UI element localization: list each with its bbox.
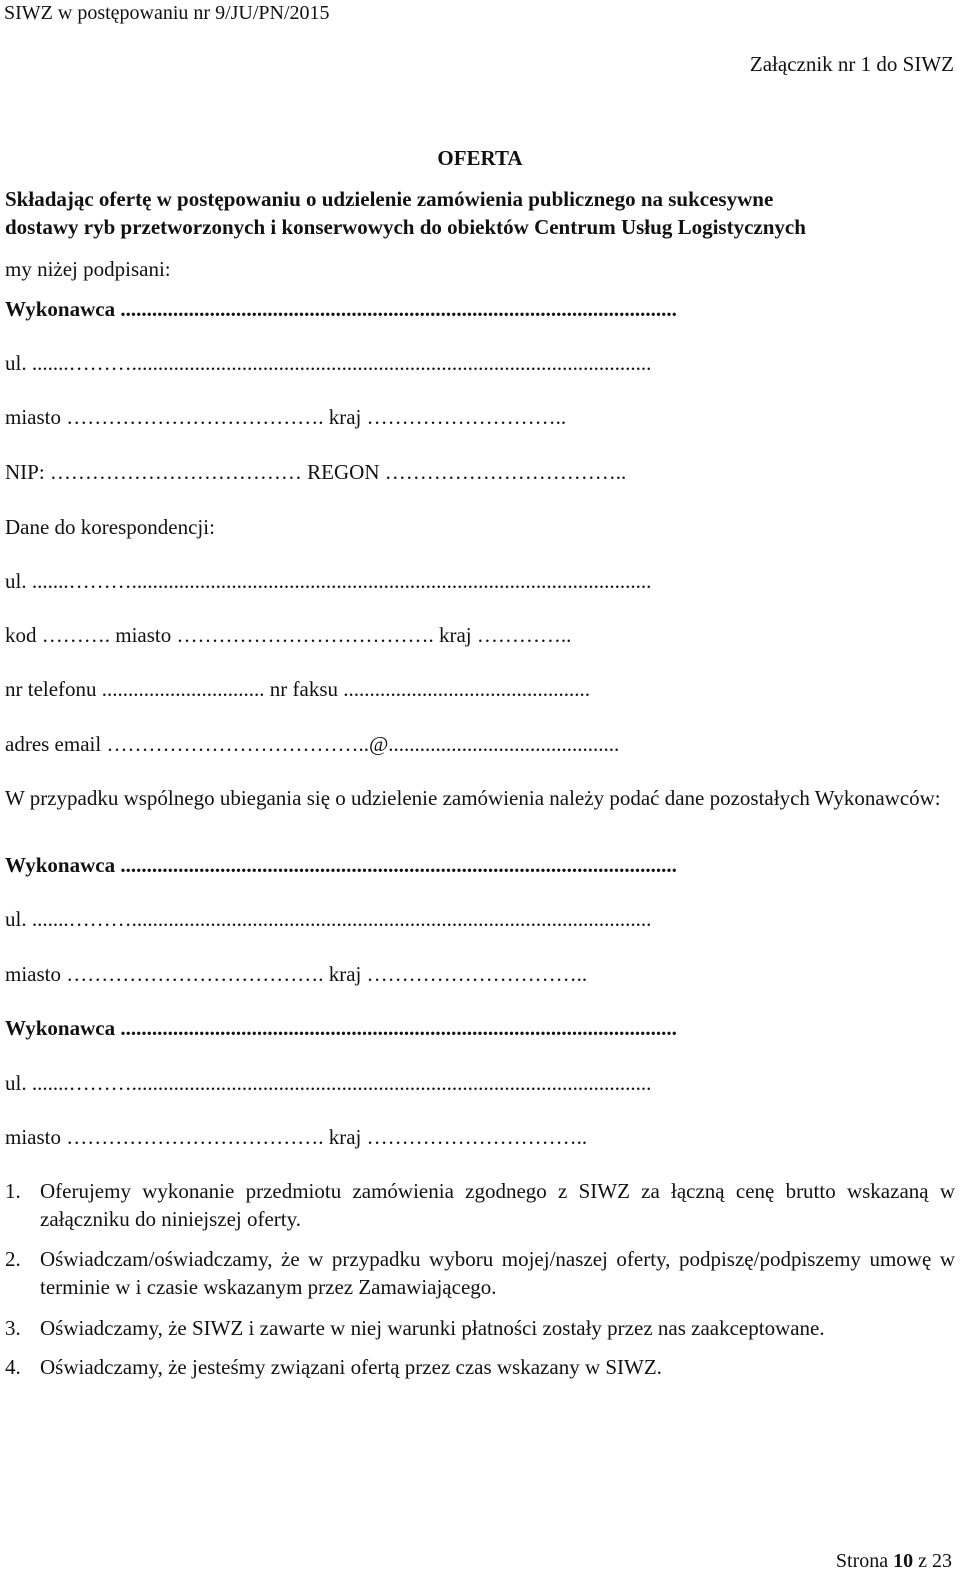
field-nip-regon: NIP: ……………………………… REGON …………………………….. [5, 460, 627, 484]
field-city-country: miasto ………………………………. kraj ……………………….. [5, 405, 567, 429]
current-page: 10 [893, 1550, 914, 1572]
other-contractor-2-street: ul. .......………................................................................................................... [5, 1071, 652, 1095]
declaration-number: 2. [5, 1247, 21, 1271]
intro-line-2: dostawy ryb przetworzonych i konserwowych do obiektów Centrum Usług Logistycznych [5, 215, 806, 239]
declaration-item [5, 1177, 955, 1233]
signed-label: my niżej podpisani: [5, 257, 171, 281]
declaration-item [5, 1353, 955, 1381]
field-correspondence-street: ul. .......………................................................................................................... [5, 569, 652, 593]
page-number [836, 1550, 952, 1573]
declaration-item [5, 1245, 955, 1301]
field-postcode-city-country: kod ………. miasto ………………………………. kraj ………….. [5, 623, 572, 647]
joint-bid-note: W przypadku wspólnego ubiegania się o udzielenie zamówienia należy podać dane pozostałych Wykonawców: [5, 786, 941, 810]
intro-line-1: Składając ofertę w postępowaniu o udzielenie zamówienia publicznego na sukcesywne [5, 187, 774, 211]
page-prefix: Strona [835, 1550, 889, 1572]
declaration-text: Oferujemy wykonanie przedmiotu zamówienia zgodnego z SIWZ za łączną cenę brutto wskazaną w załączniku do niniejszej oferty. [40, 1179, 955, 1231]
page-title: OFERTA [437, 146, 523, 170]
declaration-text: Oświadczamy, że SIWZ i zawarte w niej warunki płatności zostały przez nas zaakceptowane. [40, 1316, 825, 1340]
field-wykonawca: Wykonawca .......................................................................................................... [5, 297, 677, 321]
declaration-number: 4. [5, 1355, 21, 1379]
other-contractor-2-city-country: miasto ………………………………. kraj ………………………….. [5, 1125, 588, 1149]
other-contractor-1-city-country: miasto ………………………………. kraj ………………………….. [5, 962, 588, 986]
page-separator: z [918, 1550, 927, 1572]
field-phone-fax: nr telefonu ............................... nr faksu ............................................... [5, 677, 591, 701]
total-pages: 23 [932, 1550, 952, 1572]
field-street: ul. .......………................................................................................................... [5, 351, 652, 375]
declaration-text: Oświadczam/oświadczamy, że w przypadku wyboru mojej/naszej oferty, podpiszę/podpiszemy umowę w terminie w i czasie wskazanym przez Zamawiającego. [40, 1247, 955, 1299]
other-contractor-2-name: Wykonawca .......................................................................................................... [5, 1016, 677, 1040]
declaration-text: Oświadczamy, że jesteśmy związani ofertą przez czas wskazany w SIWZ. [40, 1355, 662, 1379]
declaration-number: 3. [5, 1316, 21, 1340]
header-document-id: SIWZ w postępowaniu nr 9/JU/PN/2015 [4, 2, 330, 24]
field-email: adres email ………………………………..@............................................ [5, 732, 620, 756]
header-attachment-label: Załącznik nr 1 do SIWZ [749, 52, 954, 76]
declaration-item [5, 1314, 955, 1342]
other-contractor-1-street: ul. .......………................................................................................................... [5, 907, 652, 931]
correspondence-heading: Dane do korespondencji: [5, 515, 215, 539]
other-contractor-1-name: Wykonawca .......................................................................................................... [5, 853, 677, 877]
declaration-number: 1. [5, 1179, 21, 1203]
